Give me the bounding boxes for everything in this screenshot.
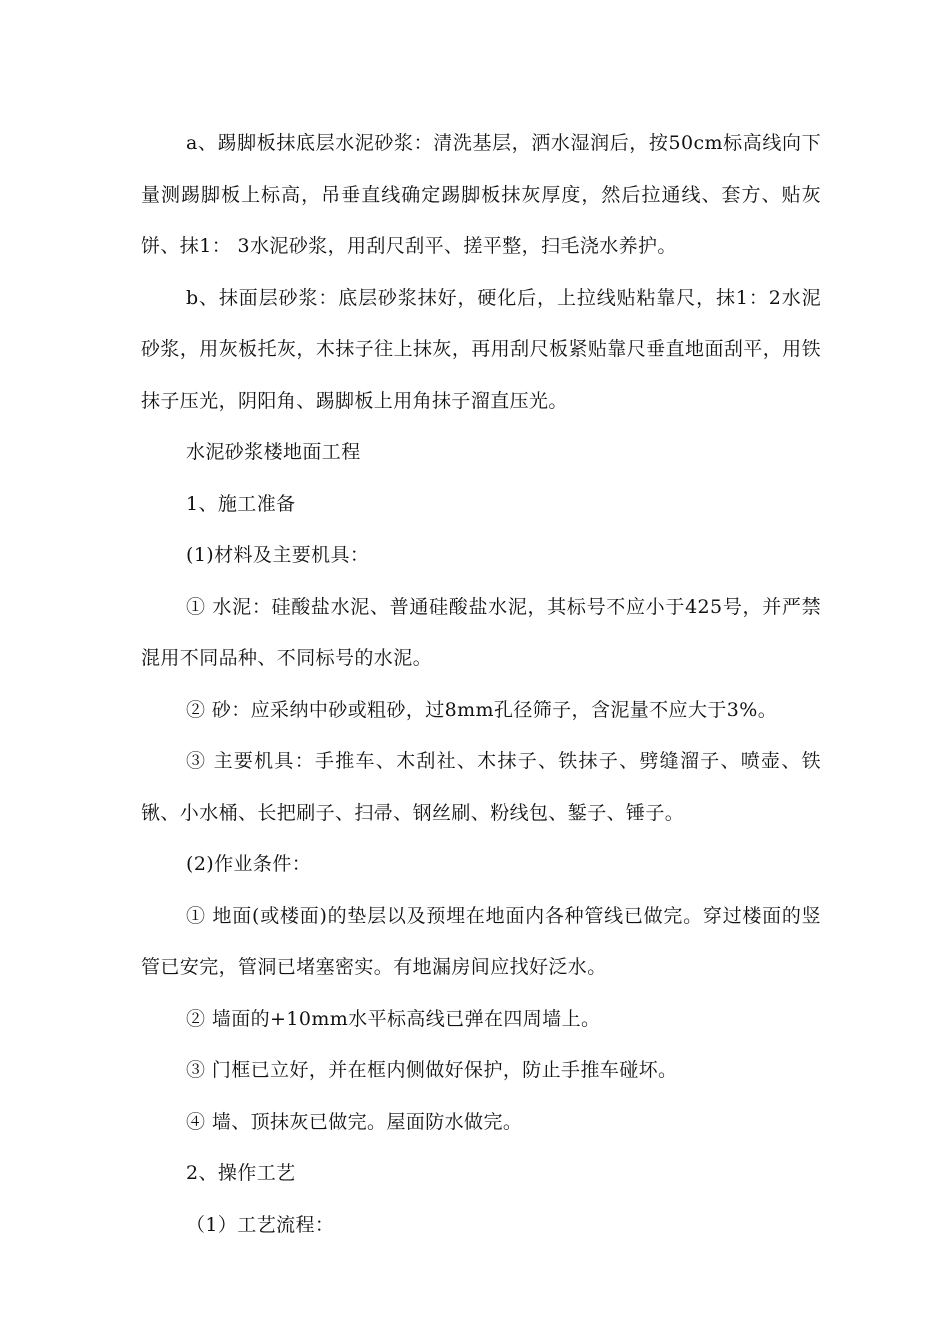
subheading-materials-tools: (1)材料及主要机具：: [186, 544, 370, 566]
list-item-main-tools: ③ 主要机具：手推车、木刮社、木抹子、铁抹子、劈缝溜子、喷壶、铁锹、小水桶、长把刷子、扫帚、钢丝刷、粉线包、錾子、锤子。: [141, 750, 821, 824]
section-heading-operation: 2、操作工艺: [186, 1162, 296, 1184]
list-item-cement: ① 水泥：硅酸盐水泥、普通硅酸盐水泥，其标号不应小于425号，并严禁混用不同品种、不同标号的水泥。: [141, 595, 821, 669]
document-body: [141, 118, 821, 1251]
section-heading-cement-mortar-floor: 水泥砂浆楼地面工程: [186, 441, 361, 463]
list-item-door-frame: ③ 门框已立好，并在框内侧做好保护，防止手推车碰坏。: [186, 1059, 678, 1081]
section-heading-preparation: 1、施工准备: [186, 492, 296, 515]
list-item-plastering-done: ④ 墙、顶抹灰已做完。屋面防水做完。: [186, 1110, 523, 1133]
list-item-level-line: ② 墙面的+10mm水平标高线已弹在四周墙上。: [186, 1007, 601, 1030]
subheading-work-conditions: (2)作业条件：: [186, 853, 312, 875]
paragraph-finish-coat: b、抹面层砂浆：底层砂浆抹好，硬化后，上拉线贴粘靠尺，抹1：2水泥砂浆，用灰板托灰，木抹子往上抹灰，再用刮尺板紧贴靠尺垂直地面刮平，用铁抹子压光，阴阳角、踢脚板上用角抹子溜直压光。: [141, 286, 821, 412]
list-item-cushion-layer: ① 地面(或楼面)的垫层以及预埋在地面内各种管线已做完。穿过楼面的竖管已安完，管洞已堵塞密实。有地漏房间应找好泛水。: [141, 904, 821, 978]
paragraph-skirting-base-coat: a、踢脚板抹底层水泥砂浆：清洗基层，洒水湿润后，按50cm标高线向下量测踢脚板上标高，吊垂直线确定踢脚板抹灰厚度，然后拉通线、套方、贴灰饼、抹1： 3水泥砂浆，用刮尺刮平、搓平整，扫毛浇水养护。: [141, 132, 821, 257]
subheading-process-flow: （1）工艺流程：: [186, 1213, 335, 1236]
list-item-sand: ② 砂：应采纳中砂或粗砂，过8mm孔径筛子，含泥量不应大于3%。: [186, 698, 778, 721]
